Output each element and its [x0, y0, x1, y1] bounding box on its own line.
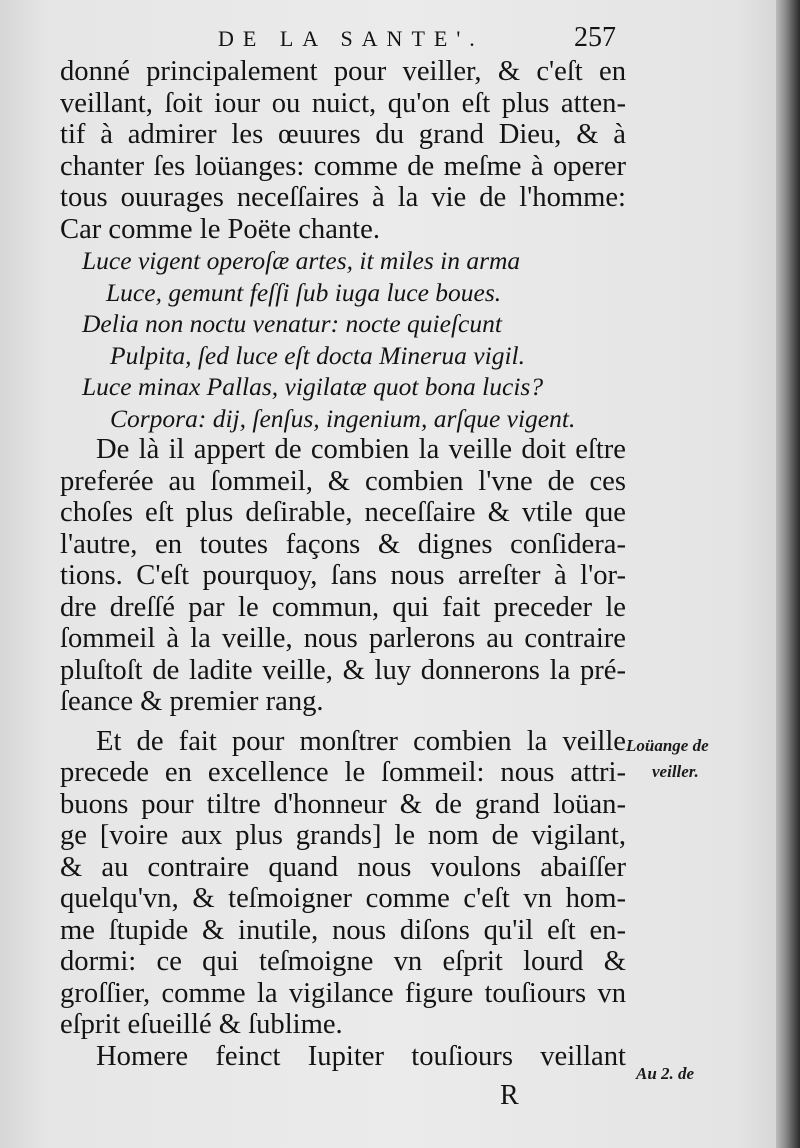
verse-line: Delia non noctu venatur: nocte quieſcunt [82, 309, 502, 338]
verse-line: Pulpita, ſed luce eſt docta Minerua vigil. [110, 340, 525, 370]
text-line: donné principalement pour veiller, & c'eſt en [60, 56, 626, 87]
paragraph-2 [60, 434, 626, 718]
text-line: dre dreſſé par le commun, qui fait preceder le [60, 591, 626, 623]
page-gutter-shadow [776, 0, 800, 1148]
text-line: ſommeil à la veille, nous parlerons au contraire [60, 623, 626, 654]
text-line: precede en excellence le ſommeil: nous attri- [60, 757, 626, 788]
margin-note-1-line-1: Loüange de [626, 736, 709, 755]
paragraph-3 [60, 726, 626, 1041]
text-line: tions. C'eſt pourquoy, ſans nous arreſter à l'or- [60, 560, 626, 591]
text-line: & au contraire quand nous voulons abaiſſer [60, 851, 626, 883]
text-line: l'autre, en toutes façons & dignes conſidera- [60, 528, 626, 560]
text-line: veillant, ſoit iour ou nuict, qu'on eſt plus atten- [60, 87, 626, 119]
verse-line: Luce, gemunt feſſi ſub iuga luce boues. [106, 277, 502, 307]
text-line: ſeance & premier rang. [60, 686, 324, 717]
running-title: DE LA SANTE'. [218, 26, 484, 51]
text-line: Homere feinct Iupiter touſiours veillant [96, 1040, 626, 1072]
text-line: tous ouurages neceſſaires à la vie de l'homme: [60, 182, 626, 213]
text-line: ge [voire aux plus grands] le nom de vigilant, [60, 820, 626, 851]
verse-line: Corpora: dij, ſenſus, ingenium, arſque vigent. [110, 403, 576, 433]
text-line: De là il appert de combien la veille doit eſtre [96, 434, 626, 465]
page-number: 257 [574, 22, 616, 53]
text-line: quelqu'vn, & teſmoigner comme c'eſt vn hom- [60, 883, 626, 914]
text-line: Car comme le Poëte chante. [60, 213, 380, 245]
text-line: Et de fait pour monſtrer combien la veille [96, 725, 626, 757]
signature-mark: R [500, 1080, 519, 1111]
margin-note-2: Au 2. de [636, 1064, 695, 1083]
text-line: buons pour tiltre d'honneur & de grand loüan- [60, 788, 626, 820]
paragraph-gap [60, 718, 626, 726]
text-line: tif à admirer les œuures du grand Dieu, & à [60, 119, 626, 150]
text-line: choſes eſt plus deſirable, neceſſaire & vtile que [60, 497, 626, 528]
margin-note-1-line-2: veiller. [652, 762, 699, 781]
text-line: dormi: ce qui teſmoigne vn eſprit lourd & [60, 946, 626, 977]
latin-verse-block [60, 245, 626, 434]
verse-line: Luce vigent operoſæ artes, it miles in arma [82, 246, 521, 275]
text-line: eſprit eſueillé & ſublime. [60, 1009, 343, 1040]
paragraph-1 [60, 56, 626, 245]
text-line: chanter ſes loüanges: comme de meſme à operer [60, 150, 626, 182]
text-line: pluſtoſt de ladite veille, & luy donnerons la pré- [60, 654, 626, 686]
text-line: me ſtupide & inutile, nous diſons qu'il eſt en- [60, 914, 626, 946]
body-text [60, 56, 626, 1072]
text-line: preferée au ſommeil, & combien l'vne de ces [60, 465, 626, 497]
verse-line: Luce minax Pallas, vigilatæ quot bona lucis? [82, 372, 544, 401]
running-head [0, 22, 800, 56]
paragraph-4 [60, 1041, 626, 1073]
text-line: groſſier, comme la vigilance figure touſiours vn [60, 977, 626, 1009]
